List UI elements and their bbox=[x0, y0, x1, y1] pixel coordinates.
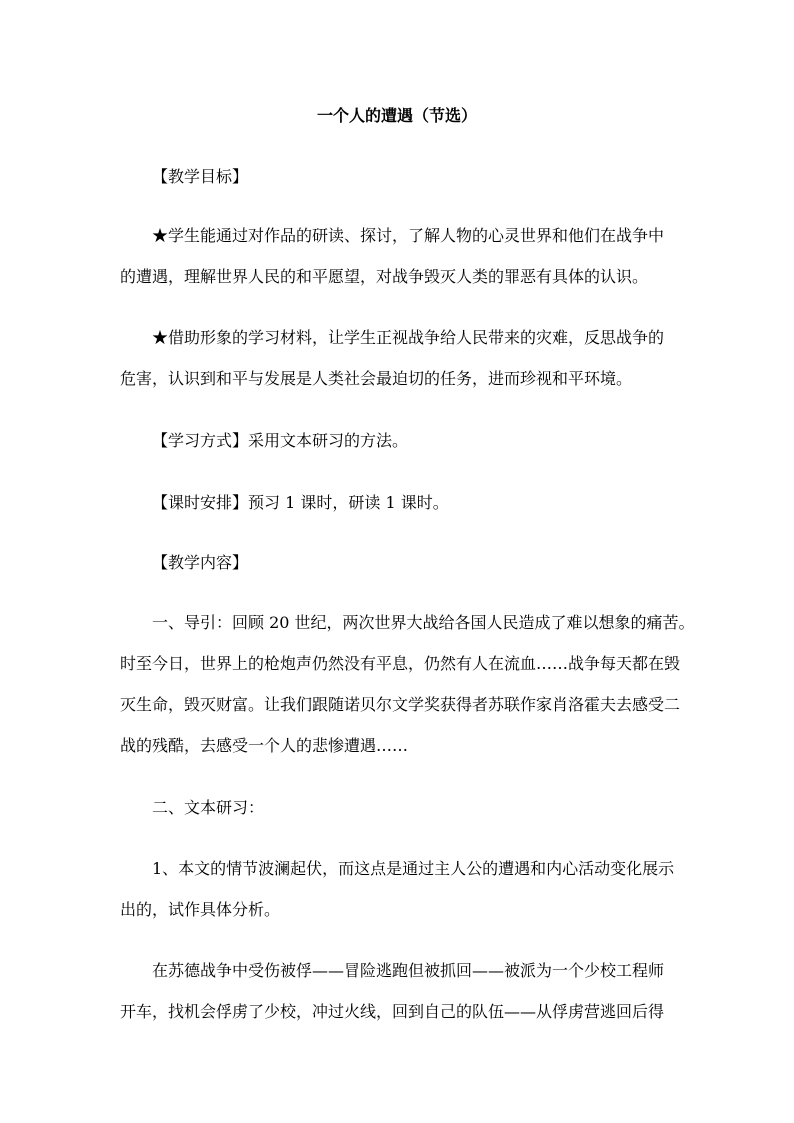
intro-line-1: 一、导引：回顾 20 世纪，两次世界大战给各国人民造成了难以想象的痛苦。 bbox=[152, 613, 695, 632]
intro-line-4: 战的残酷，去感受一个人的悲惨遭遇…… bbox=[120, 736, 409, 755]
goal-1-line-2: 的遭遇，理解世界人民的和平愿望，对战争毁灭人类的罪恶有具体的认识。 bbox=[120, 267, 649, 286]
document-title: 一个人的遭遇（节选） bbox=[316, 106, 477, 125]
goal-2-line-2: 危害，认识到和平与发展是人类社会最迫切的任务，进而珍视和平环境。 bbox=[120, 369, 633, 388]
goal-1-line-1: ★学生能通过对作品的研读、探讨，了解人物的心灵世界和他们在战争中 bbox=[152, 226, 665, 245]
intro-line-3: 灭生命，毁灭财富。让我们跟随诺贝尔文学奖获得者苏联作家肖洛霍夫去感受二 bbox=[120, 695, 681, 714]
section-2-heading: 二、文本研习： bbox=[152, 798, 265, 817]
intro-line-2: 时至今日，世界上的枪炮声仍然没有平息，仍然有人在流血……战争每天都在毁 bbox=[120, 654, 681, 673]
heading-teaching-content: 【教学内容】 bbox=[152, 553, 249, 572]
goal-2-line-1: ★借助形象的学习材料，让学生正视战争给人民带来的灾难，反思战争的 bbox=[152, 328, 665, 347]
question-1-line-2: 出的，试作具体分析。 bbox=[120, 900, 281, 919]
question-1-line-1: 1、本文的情节波澜起伏，而这点是通过主人公的遭遇和内心活动变化展示 bbox=[152, 859, 675, 878]
answer-line-1: 在苏德战争中受伤被俘——冒险逃跑但被抓回——被派为一个少校工程师 bbox=[152, 961, 665, 980]
answer-line-2: 开车，找机会俘虏了少校，冲过火线，回到自己的队伍——从俘虏营逃回后得 bbox=[120, 1002, 665, 1021]
heading-teaching-goals: 【教学目标】 bbox=[152, 167, 249, 186]
class-schedule: 【课时安排】预习 1 课时，研读 1 课时。 bbox=[152, 493, 449, 512]
learning-method: 【学习方式】采用文本研习的方法。 bbox=[152, 431, 409, 450]
